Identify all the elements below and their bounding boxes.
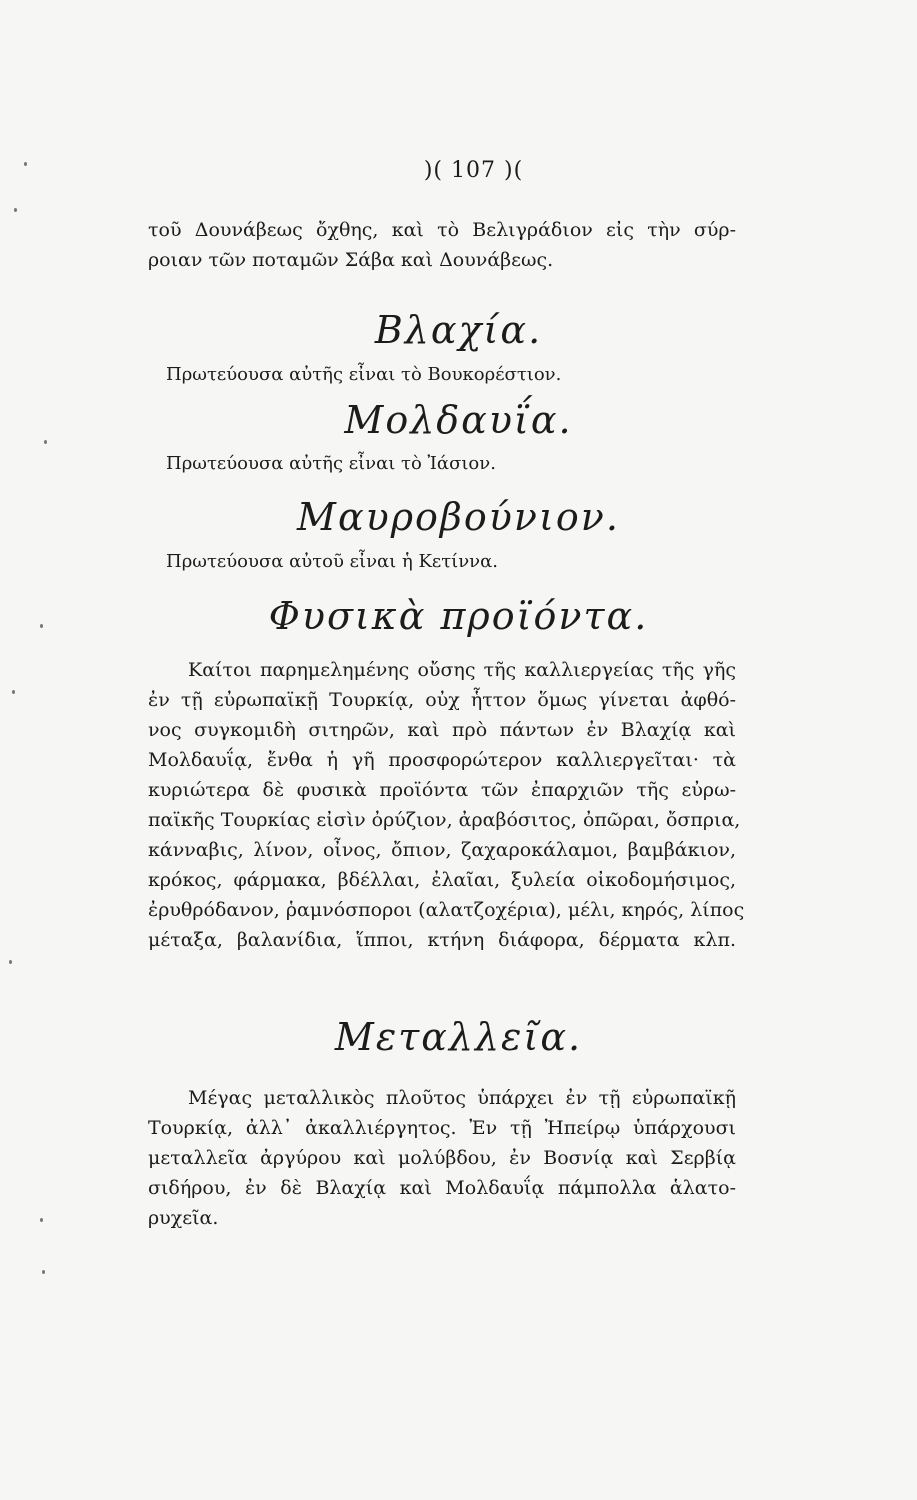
text-line: μεταλλεῖα ἀργύρου καὶ μολύβδου, ἐν Βοσνίᾳ καὶ Σερβίᾳ [148, 1147, 736, 1169]
text-line: μέταξα, βαλανίδια, ἵπποι, κτήνη διάφορα, δέρματα κλπ. [148, 929, 736, 951]
text-line: Τουρκίᾳ, ἀλλ᾽ ἀκαλλιέργητος. Ἐν τῇ Ἠπείρῳ ὑπάρχουσι [148, 1117, 736, 1139]
section-heading-montenegro: Μαυροβούνιον. [297, 495, 620, 539]
text-line: ροιαν τῶν ποταμῶν Σάβα καὶ Δουνάβεως. [148, 249, 554, 271]
scan-speck [12, 690, 15, 694]
natural-products-paragraph [148, 655, 745, 955]
section-heading-wallachia: Βλαχία. [374, 308, 543, 352]
text-line: σιδήρου, ἐν δὲ Βλαχίᾳ καὶ Μολδαυΐᾳ πάμπολλα ἁλατο- [148, 1177, 736, 1199]
scan-speck [24, 162, 27, 166]
opening-paragraph [148, 215, 736, 275]
text-line: ρυχεῖα. [148, 1207, 219, 1229]
text-line: νος συγκομιδὴ σιτηρῶν, καὶ πρὸ πάντων ἐν Βλαχίᾳ καὶ [148, 719, 736, 741]
section-heading-moldavia: Μολδαυΐα. [344, 398, 573, 442]
section-heading-metals: Μεταλλεῖα. [334, 1015, 583, 1059]
text-line: κυριώτερα δὲ φυσικὰ προϊόντα τῶν ἐπαρχιῶν τῆς εὐρω- [148, 779, 736, 801]
scan-speck [40, 624, 43, 628]
text-line: κρόκος, φάρμακα, βδέλλαι, ἐλαῖαι, ξυλεία οἰκοδομήσιμος, [148, 869, 736, 891]
capital-line-wallachia: Πρωτεύουσα αὐτῆς εἶναι τὸ Βουκορέστιον. [166, 364, 562, 385]
capital-line-moldavia: Πρωτεύουσα αὐτῆς εἶναι τὸ Ἰάσιον. [166, 453, 496, 474]
text-line: Καίτοι παρημελημένης οὔσης τῆς καλλιεργείας τῆς γῆς [188, 659, 736, 681]
text-line: κάνναβις, λίνον, οἶνος, ὄπιον, ζαχαροκάλαμοι, βαμβάκιον, [148, 839, 736, 861]
scan-speck [40, 1218, 43, 1222]
metals-paragraph [148, 1083, 736, 1233]
scan-speck [14, 208, 17, 212]
text-line: παϊκῆς Τουρκίας εἰσὶν ὀρύζιον, ἀραβόσιτος, ὀπῶραι, ὄσπρια, [148, 809, 741, 831]
page-number: )( 107 )( [423, 158, 524, 183]
text-line: τοῦ Δουνάβεως ὄχθης, καὶ τὸ Βελιγράδιον εἰς τὴν σύρ- [148, 219, 736, 241]
text-line: ἐν τῇ εὐρωπαϊκῇ Τουρκίᾳ, οὐχ ἧττον ὅμως γίνεται ἀφθό- [148, 689, 736, 711]
section-heading-natural-products: Φυσικὰ προϊόντα. [268, 594, 649, 638]
scan-speck [44, 440, 47, 444]
text-line: Μέγας μεταλλικὸς πλοῦτος ὑπάρχει ἐν τῇ εὐρωπαϊκῇ [188, 1087, 736, 1109]
scan-speck [42, 1270, 45, 1274]
text-line: ἐρυθρόδανον, ῥαμνόσποροι (αλατζοχέρια), μέλι, κηρός, λίπος [148, 899, 745, 921]
text-line: Μολδαυΐᾳ, ἔνθα ἡ γῆ προσφορώτερον καλλιεργεῖται· τὰ [148, 749, 736, 771]
capital-line-montenegro: Πρωτεύουσα αὐτοῦ εἶναι ἡ Κετίννα. [166, 551, 498, 572]
scan-speck [9, 960, 12, 964]
